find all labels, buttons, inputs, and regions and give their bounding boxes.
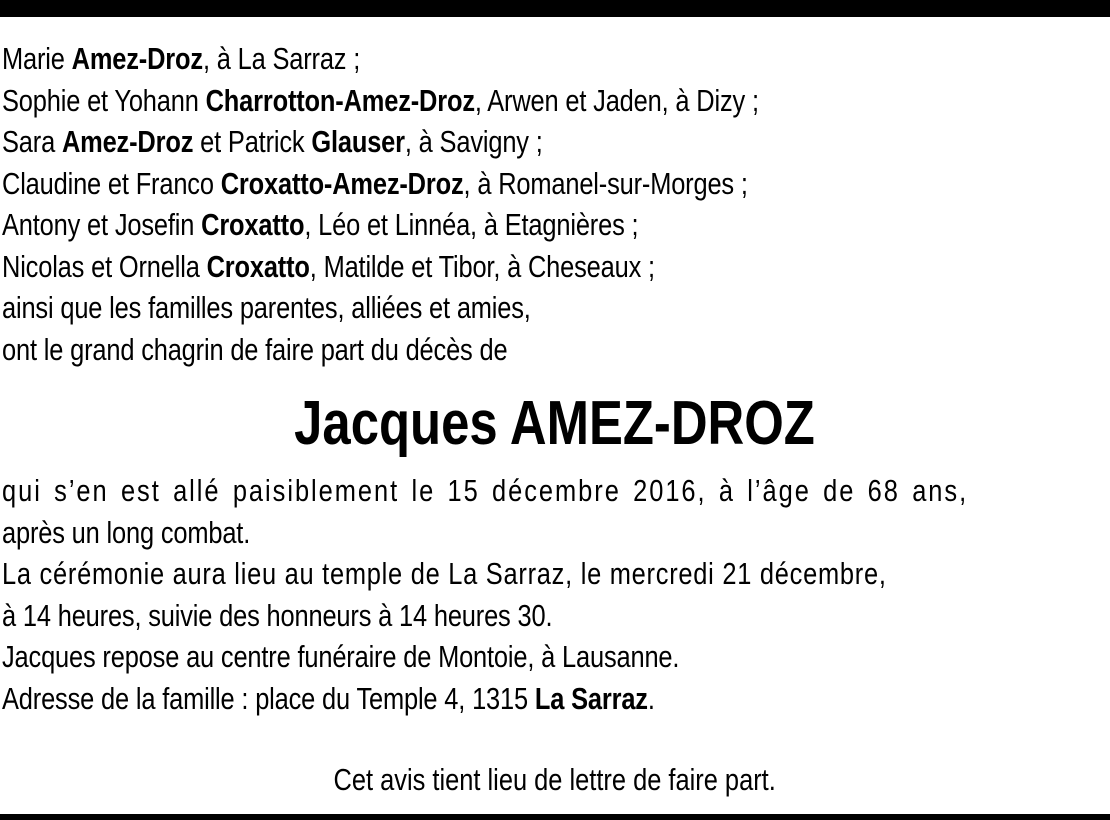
mourner-names: Sara bbox=[2, 124, 62, 159]
mourner-names: Antony et Josefin bbox=[2, 207, 202, 242]
body-line: qui s’en est allé paisiblement le 15 décembre 2016, à l’âge de 68 ans, bbox=[2, 473, 969, 508]
mourner-line bbox=[2, 80, 909, 122]
body-line: Jacques repose au centre funéraire de Montoie, à Lausanne. bbox=[2, 639, 680, 674]
address-city: La Sarraz bbox=[534, 680, 648, 716]
body-line: après un long combat. bbox=[2, 514, 251, 550]
deceased-name bbox=[0, 389, 1110, 459]
family-name: Amez-Droz bbox=[61, 124, 194, 159]
mourner-line bbox=[2, 204, 909, 246]
mourner-names: Sophie et Yohann bbox=[2, 82, 206, 118]
mourner-location: , Matilde et Tibor, à Cheseaux ; bbox=[309, 248, 655, 284]
family-name: Charrotton-Amez-Droz bbox=[205, 82, 475, 118]
intro-line: ainsi que les familles parentes, alliées et amies, bbox=[2, 290, 531, 325]
announcement-body bbox=[2, 470, 1108, 719]
mourner-names: Nicolas et Ornella bbox=[2, 248, 207, 284]
mourner-location: , à Savigny ; bbox=[404, 124, 543, 159]
mourner-location: , Léo et Linnéa, à Etagnières ; bbox=[304, 207, 639, 242]
footer-note bbox=[0, 759, 1110, 800]
mourner-location: , à La Sarraz ; bbox=[202, 41, 361, 76]
top-rule bbox=[0, 0, 1110, 17]
address-suffix: . bbox=[647, 680, 655, 716]
deceased-name-text: Jacques AMEZ-DROZ bbox=[294, 389, 816, 458]
family-name: Amez-Droz bbox=[71, 41, 203, 76]
bottom-rule bbox=[0, 814, 1110, 820]
family-name: Croxatto-Amez-Droz bbox=[220, 165, 464, 201]
family-address bbox=[2, 678, 909, 720]
mourner-names: Marie bbox=[2, 41, 72, 76]
body-line: La cérémonie aura lieu au temple de La Sarraz, le mercredi 21 décembre, bbox=[2, 556, 887, 591]
mourner-line bbox=[2, 246, 909, 288]
mourner-line bbox=[2, 38, 909, 80]
footer-text: Cet avis tient lieu de lettre de faire part. bbox=[333, 762, 777, 797]
mourner-names: et Patrick bbox=[193, 124, 312, 159]
mourner-line bbox=[2, 121, 909, 163]
family-name: Glauser bbox=[311, 124, 405, 159]
body-line: à 14 heures, suivie des honneurs à 14 heures 30. bbox=[2, 597, 553, 633]
mourners-list bbox=[2, 38, 1108, 370]
mourner-line bbox=[2, 163, 909, 205]
address-text: Adresse de la famille : place du Temple 4, 1315 bbox=[2, 680, 535, 716]
intro-line: ont le grand chagrin de faire part du décès de bbox=[2, 331, 508, 367]
mourner-names: Claudine et Franco bbox=[2, 165, 221, 201]
family-name: Croxatto bbox=[201, 207, 305, 242]
mourner-location: , à Romanel-sur-Morges ; bbox=[463, 165, 748, 201]
mourner-location: , Arwen et Jaden, à Dizy ; bbox=[474, 82, 759, 118]
family-name: Croxatto bbox=[206, 248, 310, 284]
